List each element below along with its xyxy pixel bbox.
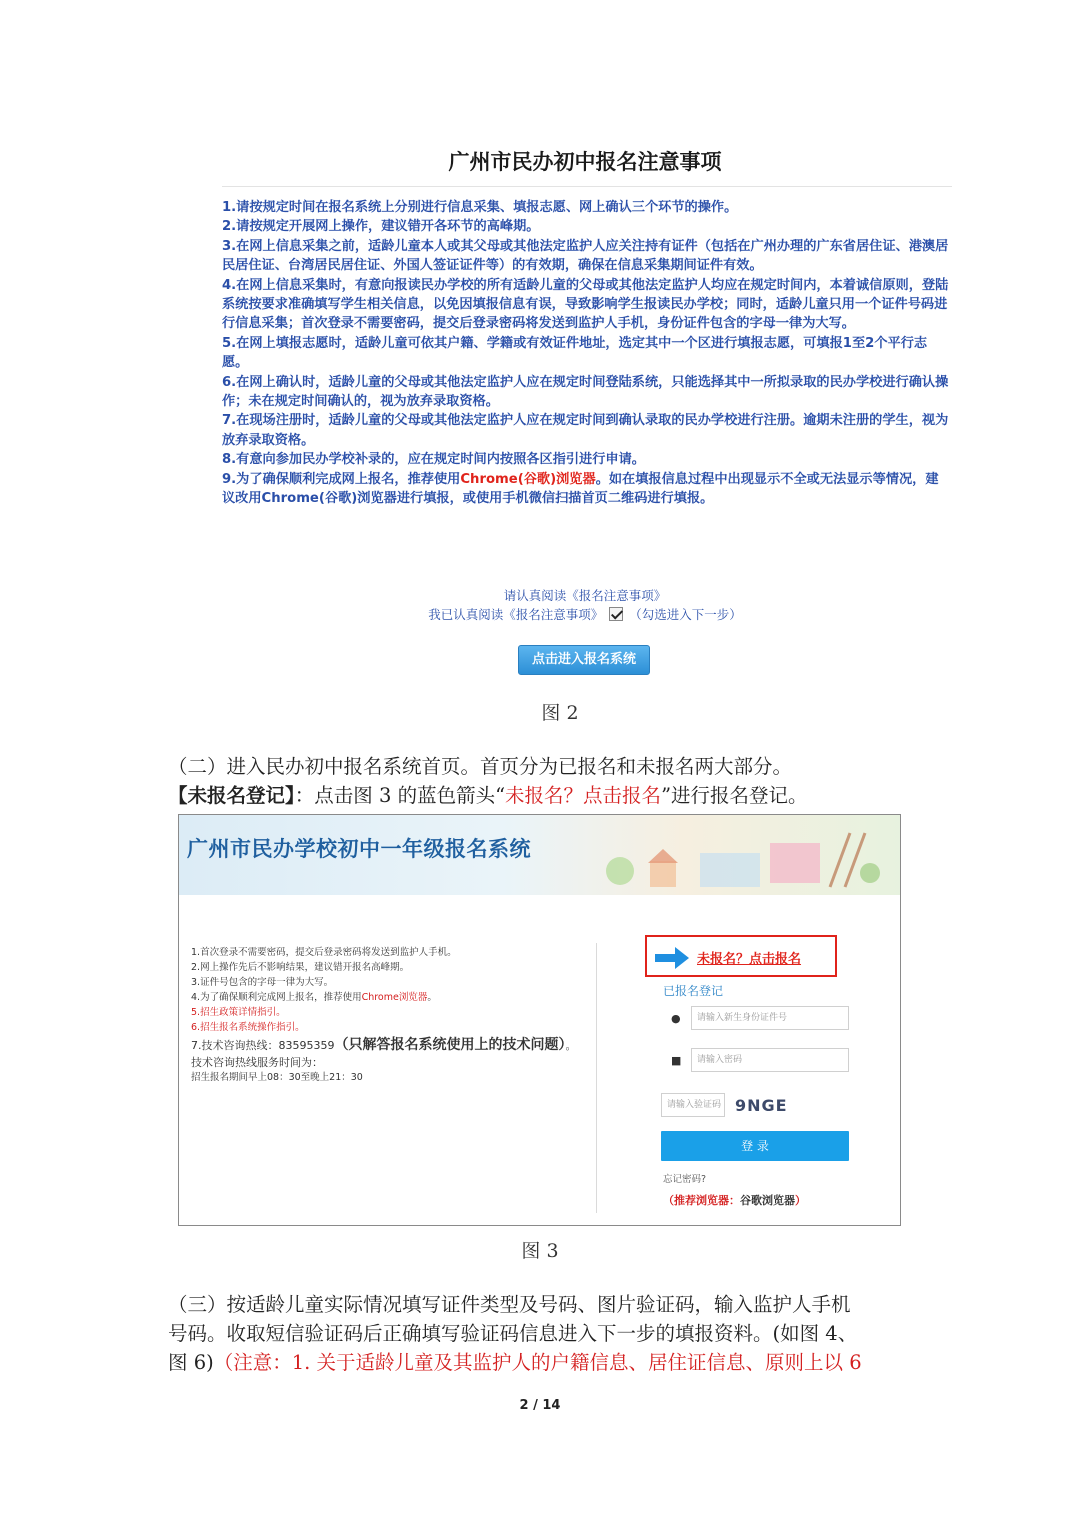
figure-3-caption: 图 3 — [521, 1240, 559, 1262]
panel-divider — [596, 943, 597, 1213]
tip-4-prefix: 4.为了确保顺利完成网上报名，推荐使用 — [191, 992, 362, 1003]
divider — [222, 186, 952, 187]
register-link-box[interactable] — [645, 935, 837, 977]
page-number: 2 / 14 — [519, 1398, 561, 1413]
tip-item — [191, 990, 586, 1005]
figure-2-caption: 图 2 — [541, 702, 579, 724]
forgot-password-link[interactable]: 忘记密码? — [663, 1174, 707, 1185]
tip-item: 1.首次登录不需要密码，提交后登录密码将发送到监护人手机。 — [191, 947, 457, 958]
operation-guide-link[interactable]: 6.招生报名系统操作指引。 — [191, 1022, 305, 1033]
policy-guide-link[interactable]: 5.招生政策详情指引。 — [191, 1007, 286, 1018]
section-3-line-2: 号码。收取短信验证码后正确填写验证码信息进入下一步的填报资料。(如图 4、 — [168, 1322, 858, 1345]
section-2-line-2 — [168, 781, 928, 810]
system-banner — [179, 815, 900, 895]
hotline-number: 7.技术咨询热线：83595359 — [191, 1039, 335, 1052]
notice-9-prefix: 9.为了确保顺利完成网上报名，推荐使用 — [222, 471, 461, 487]
read-confirm-row — [420, 605, 750, 623]
browser-tip-value: 谷歌浏览器 — [740, 1194, 795, 1207]
arrow-right-icon — [655, 947, 689, 969]
notice-list — [222, 198, 950, 509]
notice-item — [222, 470, 950, 509]
enter-system-button[interactable]: 点击进入报名系统 — [518, 645, 650, 675]
hotline — [191, 1038, 586, 1053]
service-hours-title: 技术咨询热线服务时间为： — [191, 1056, 323, 1069]
system-title: 广州市民办学校初中一年级报名系统 — [187, 837, 531, 861]
captcha-image[interactable]: 9NGE — [735, 1096, 788, 1115]
login-button[interactable]: 登 录 — [661, 1131, 849, 1161]
banner-illustration — [580, 823, 880, 893]
password-input[interactable]: 请输入密码 — [691, 1048, 849, 1072]
notice-item: 6.在网上确认时，适龄儿童的父母或其他法定监护人应在规定时间登陆系统，只能选择其中一所拟录取的民办学校进行确认操作；未在规定时间确认的，视为放弃录取资格。 — [222, 374, 949, 410]
section-3-prefix: 图 6) — [168, 1351, 214, 1374]
notice-item: 4.在网上信息采集时，有意向报读民办学校的所有适龄儿童的父母或其他法定监护人均应在规定时间内，本着诚信原则，登陆系统按要求准确填写学生相关信息，以免因填报信息有误，导致影响学生报读民办学校；同时，适龄儿童只用一个证件号码进行信息采集；首次登录不需要密码，提交后登录密码将发送到监护人手机，身份证件包含的字母一律为大写。 — [222, 277, 949, 332]
notice-item: 5.在网上填报志愿时，适龄儿童可依其户籍、学籍或有效证件地址，选定其中一个区进行填报志愿，可填报1至2个平行志愿。 — [222, 335, 928, 371]
notice-item: 2.请按规定开展网上操作，建议错开各环节的高峰期。 — [222, 219, 540, 235]
tip-4-browser: Chrome浏览器 — [361, 992, 428, 1003]
section-2-line-1: （二）进入民办初中报名系统首页。首页分为已报名和未报名两大部分。 — [168, 755, 793, 778]
notice-title: 广州市民办初中报名注意事项 — [448, 150, 722, 174]
section-3-note: （注意：1. 关于适龄儿童及其监护人的户籍信息、居住证信息、原则上以 6 — [213, 1351, 862, 1374]
read-confirm-label: 我已认真阅读《报名注意事项》 — [428, 607, 604, 622]
notice-item: 8.有意向参加民办学校补录的，应在规定时间内按照各区指引进行申请。 — [222, 452, 645, 468]
tips-panel — [191, 945, 586, 1085]
section-2-text: ：点击图 3 的蓝色箭头“ — [294, 784, 506, 807]
read-hint: 请认真阅读《报名注意事项》 — [503, 588, 667, 603]
chrome-highlight: Chrome(谷歌)浏览器 — [460, 471, 596, 487]
recommended-browser — [663, 1192, 806, 1208]
register-quote: 未报名？点击报名 — [505, 784, 662, 807]
notice-item: 1.请按规定时间在报名系统上分别进行信息采集、填报志愿、网上确认三个环节的操作。 — [222, 200, 738, 215]
section-3-line-3 — [168, 1348, 948, 1377]
register-link[interactable]: 未报名？点击报名 — [697, 952, 802, 967]
notice-item: 3.在网上信息采集之前，适龄儿童本人或其父母或其他法定监护人应关注持有证件（包括在广州办理的广东省居住证、港澳居民居住证、台湾居民居住证、外国人签证证件等）的有效期，确保在信息采集期间证件有效。 — [222, 238, 949, 274]
notice-item: 7.在现场注册时，适龄儿童的父母或其他法定监护人应在规定时间到确认录取的民办学校进行注册。逾期未注册的学生，视为放弃录取资格。 — [222, 413, 949, 448]
service-hours: 招生报名期间早上08：30至晚上21：30 — [191, 1072, 363, 1083]
section-3-line-1: （三）按适龄儿童实际情况填写证件类型及号码、图片验证码，输入监护人手机 — [168, 1293, 851, 1316]
hotline-end: 。 — [565, 1039, 577, 1052]
browser-tip-suffix: ） — [795, 1194, 806, 1207]
tip-item: 3.证件号包含的字母一律为大写。 — [191, 977, 334, 988]
tip-item: 2.网上操作先后不影响结果，建议错开报名高峰期。 — [191, 962, 410, 973]
captcha-input[interactable]: 请输入验证码 — [661, 1093, 725, 1117]
id-number-input[interactable]: 请输入新生身份证件号 — [691, 1006, 849, 1030]
tip-4-suffix: 。 — [427, 992, 437, 1003]
section-2-text-end: ”进行报名登记。 — [661, 784, 808, 807]
browser-tip-prefix: （推荐浏览器： — [663, 1194, 740, 1207]
notice-9-suffix: 。如在填报信息过程中出现显示不全或无法显示等情况，建议改用Chrome(谷歌)浏览器进行填报，或使用手机微信扫描首页二维码进行填报。 — [222, 471, 939, 507]
read-confirm-hint: （勾选进入下一步） — [629, 607, 742, 622]
user-icon: ● — [671, 1012, 681, 1025]
login-title: 已报名登记 — [663, 984, 724, 998]
agree-checkbox[interactable] — [609, 607, 623, 621]
unregistered-label: 【未报名登记】 — [168, 784, 295, 807]
hotline-note: （只解答报名系统使用上的技术问题） — [334, 1037, 566, 1053]
lock-icon: ■ — [671, 1054, 682, 1067]
registration-system-screenshot — [178, 814, 901, 1226]
